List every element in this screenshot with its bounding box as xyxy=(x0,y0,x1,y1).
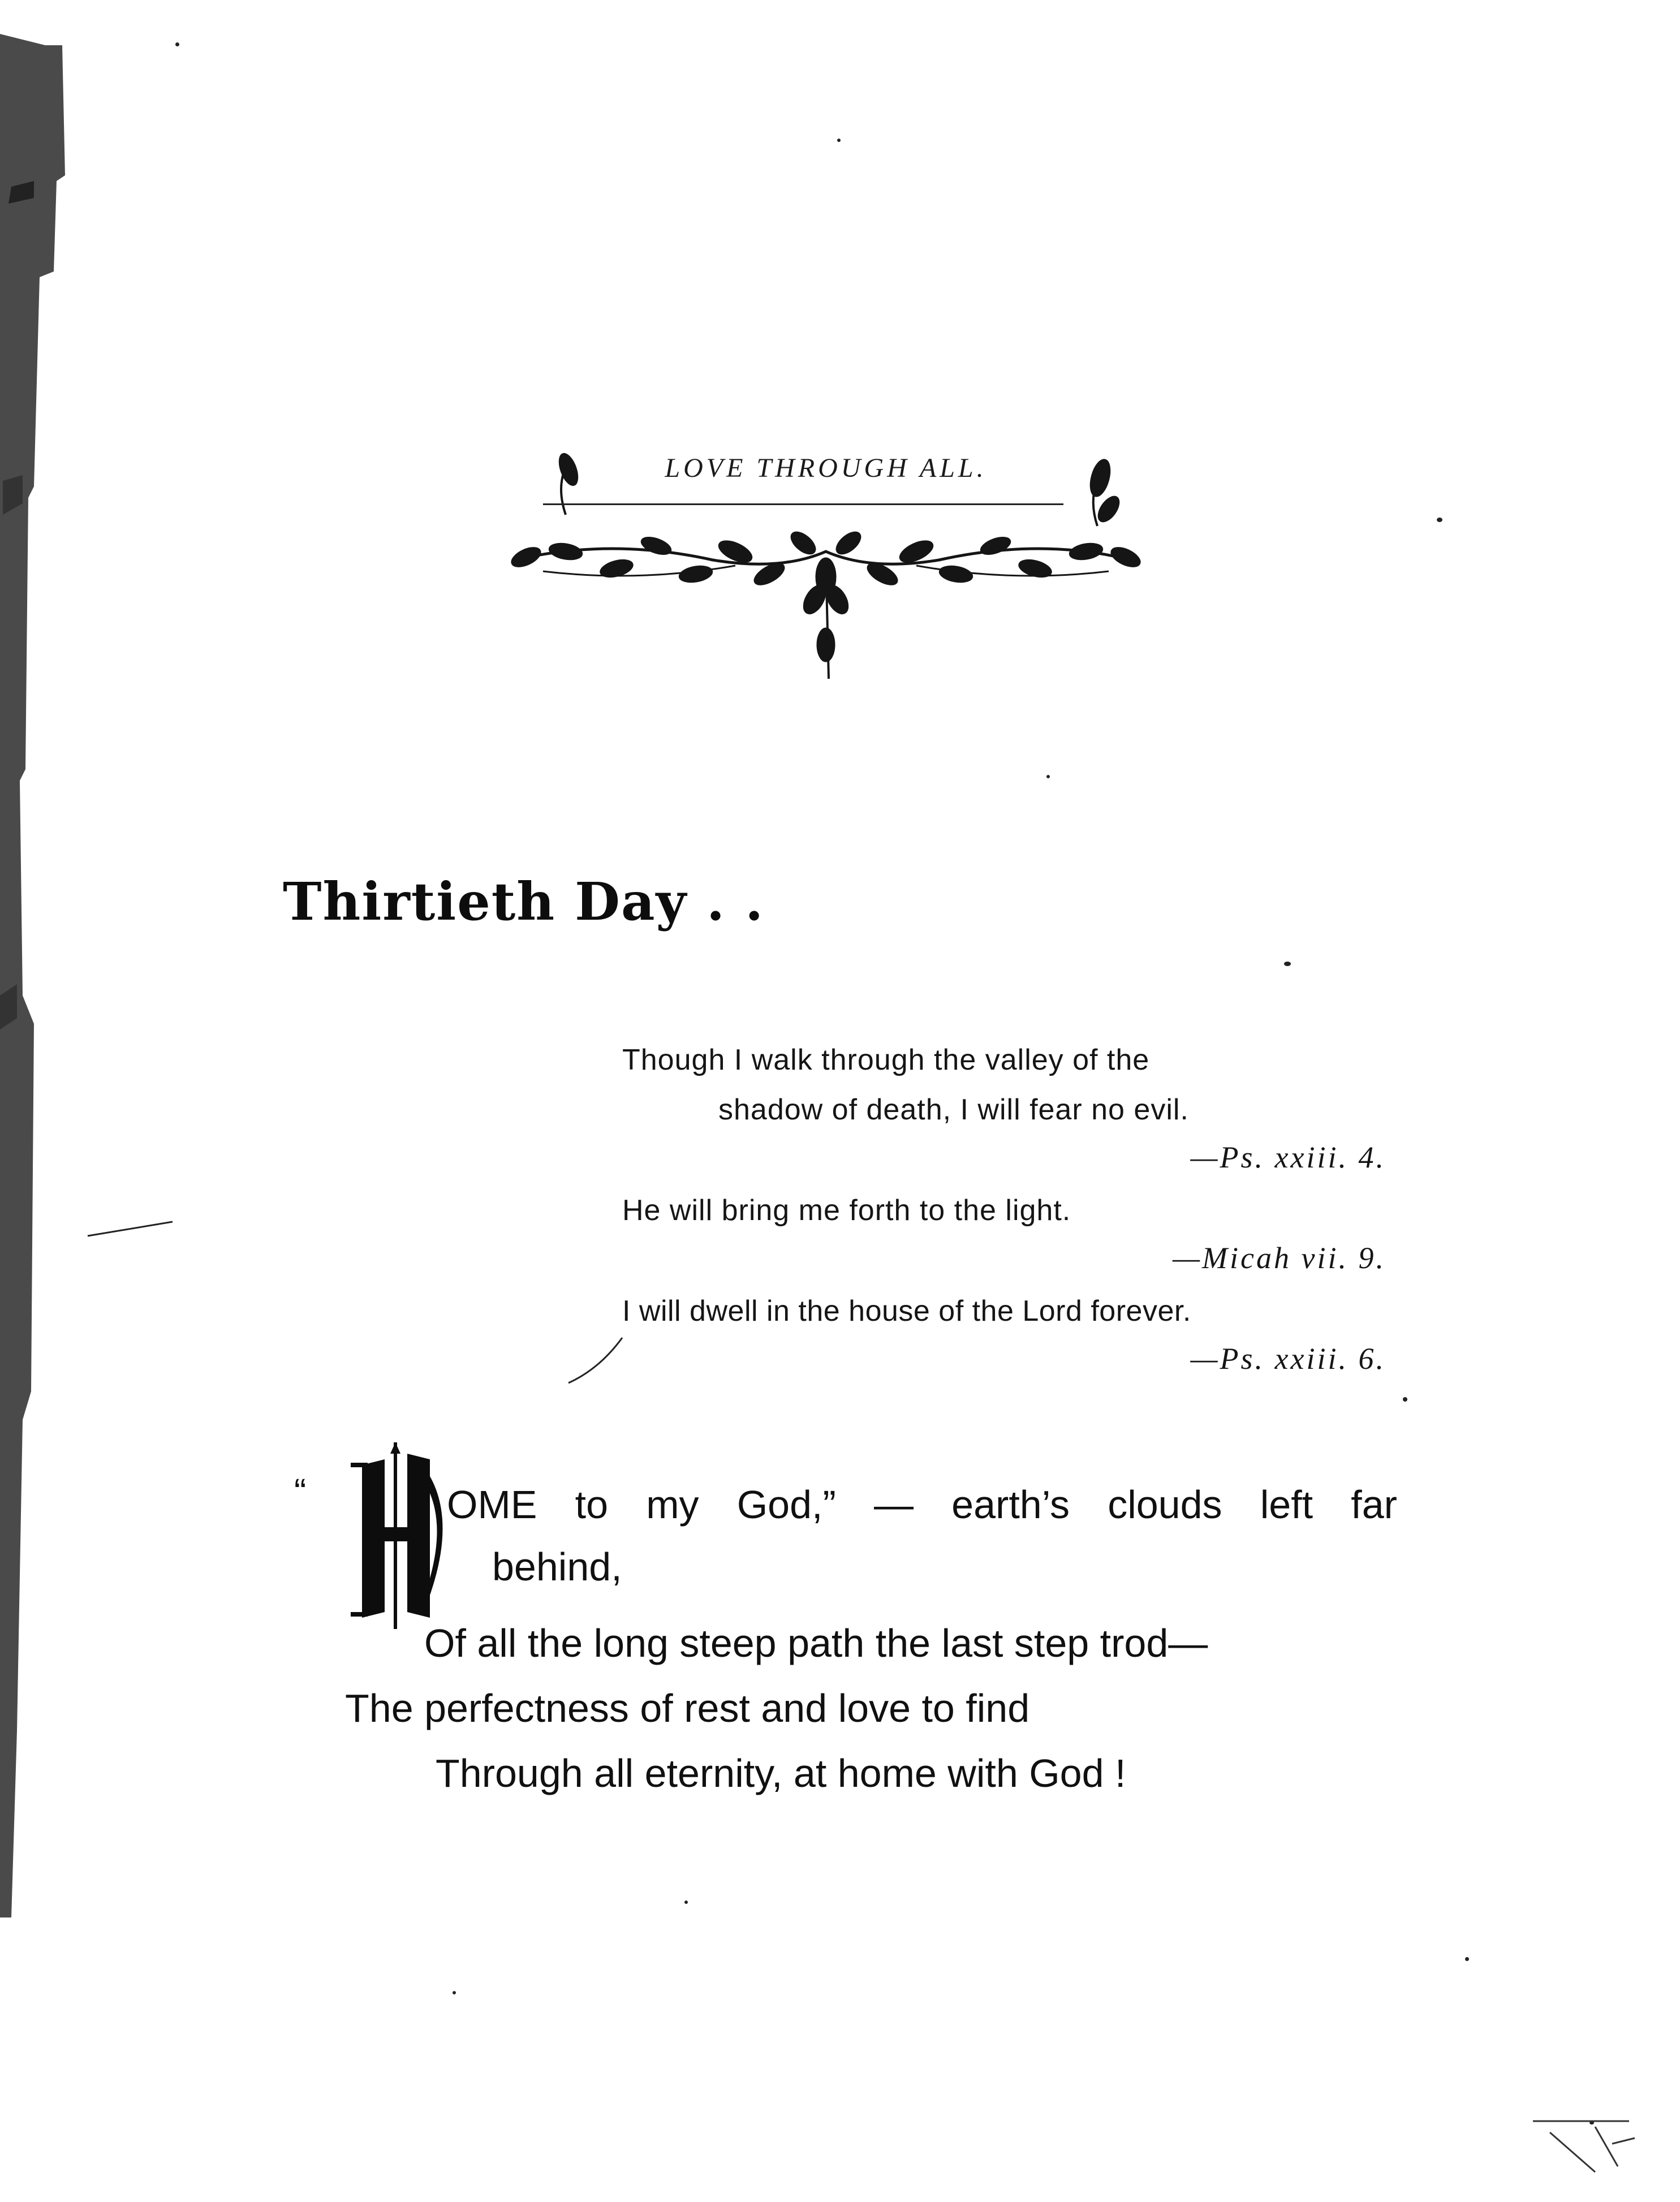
scan-speck xyxy=(1403,1397,1407,1402)
verse-line: shadow of death, I will fear no evil. xyxy=(718,1093,1189,1126)
scan-stroke xyxy=(566,1335,628,1386)
scan-speck xyxy=(453,1991,456,1994)
scan-speck xyxy=(837,139,841,142)
section-title: LOVE THROUGH ALL. xyxy=(665,453,987,483)
verse-entry xyxy=(622,1186,1386,1281)
poem-line: The perfectness of rest and love to find xyxy=(345,1686,1030,1730)
poem-line: Of all the long steep path the last step trod— xyxy=(424,1621,1208,1665)
scripture-verses xyxy=(622,1035,1386,1381)
title-rule xyxy=(543,503,1063,505)
corner-scan-artifact xyxy=(1527,2110,1640,2178)
verse-reference: —Micah vii. 9. xyxy=(1173,1241,1386,1275)
decorated-initial-letter xyxy=(351,1442,458,1629)
scan-stroke xyxy=(85,1216,175,1239)
verse-reference: —Ps. xxiii. 4. xyxy=(1190,1140,1386,1174)
verse-reference: —Ps. xxiii. 6. xyxy=(1190,1342,1386,1376)
poem-line: OME to my God,” — earth’s clouds left far xyxy=(447,1483,1397,1527)
scan-speck xyxy=(684,1901,688,1904)
scan-speck xyxy=(1284,962,1291,966)
day-heading: Thirtieth Day . . xyxy=(283,871,765,932)
poem-line: Through all eternity, at home with God ! xyxy=(436,1751,1126,1795)
verse-line: I will dwell in the house of the Lord forever. xyxy=(622,1295,1191,1328)
verse-entry xyxy=(622,1035,1386,1180)
scan-speck xyxy=(175,42,179,46)
poem-line-continuation: behind, xyxy=(492,1545,622,1589)
verse-line: Though I walk through the valley of the xyxy=(622,1044,1150,1076)
scan-speck xyxy=(1046,775,1050,778)
verse-line: He will bring me forth to the light. xyxy=(622,1194,1071,1227)
scan-speck xyxy=(1437,518,1442,522)
binding-edge-artifact xyxy=(0,34,79,1917)
opening-quote: “ xyxy=(294,1471,307,1512)
verse-entry xyxy=(622,1286,1386,1381)
scan-speck xyxy=(1465,1957,1469,1961)
